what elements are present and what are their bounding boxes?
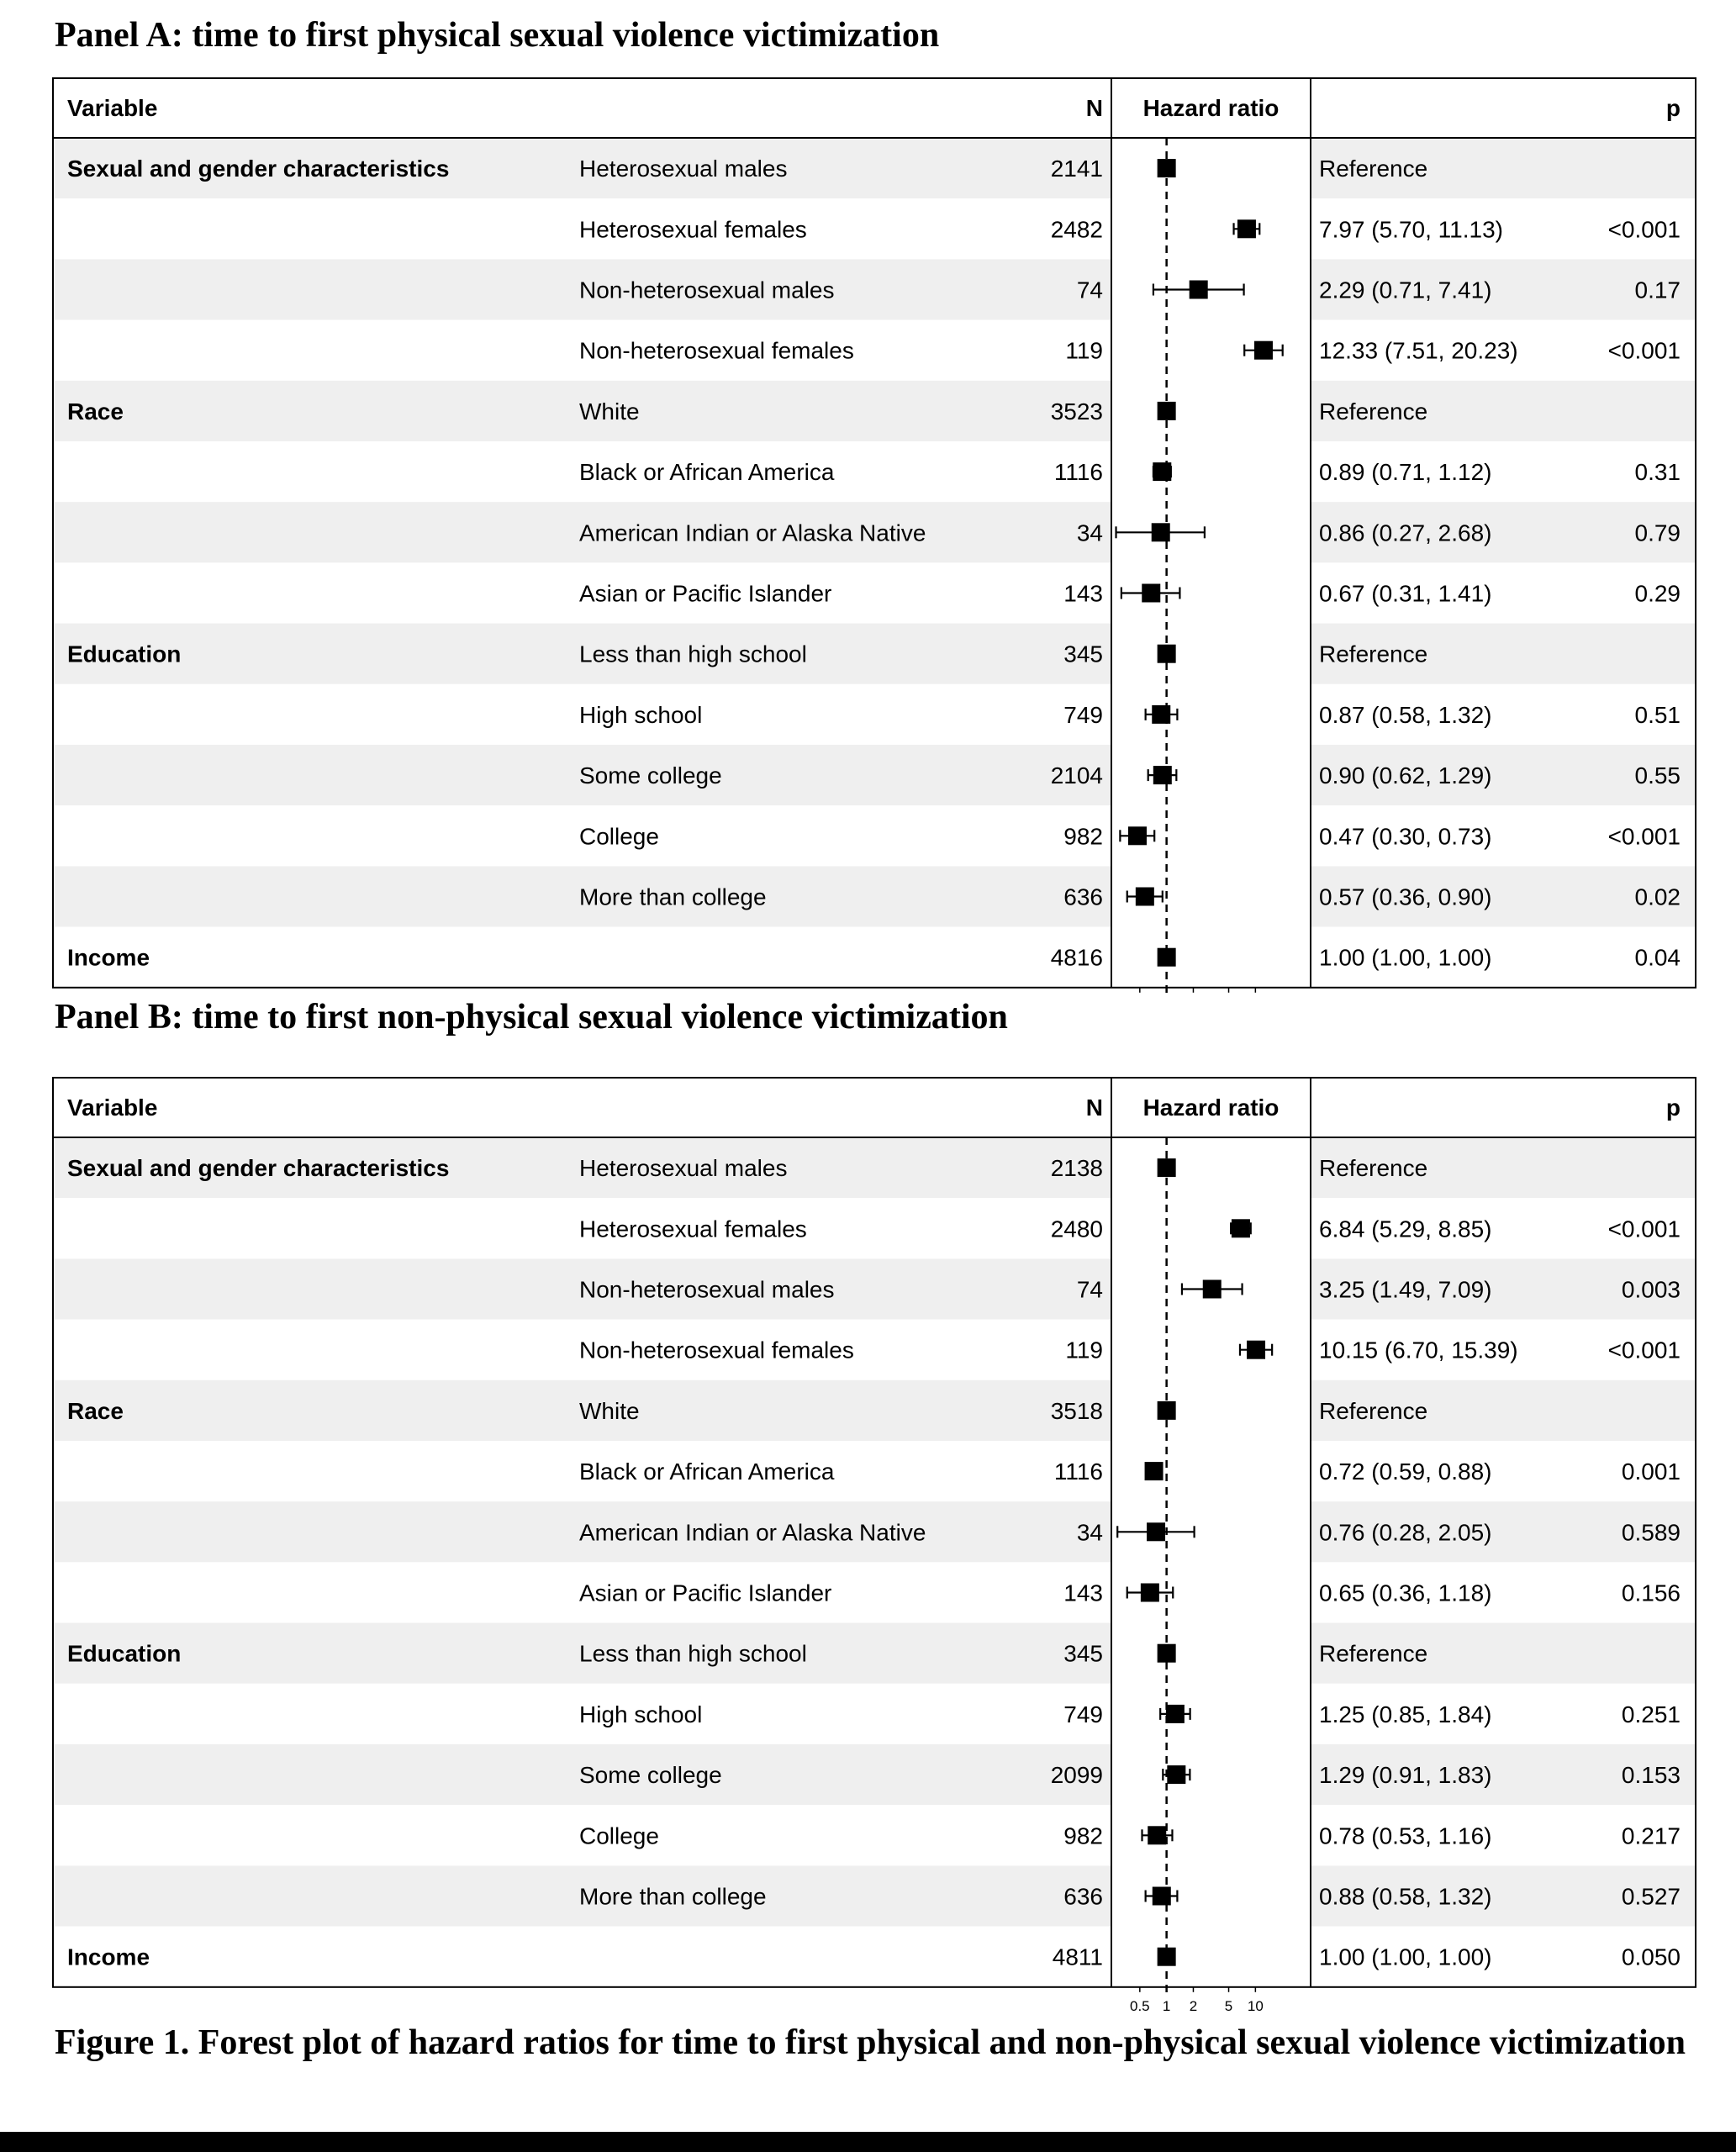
row-n-value: 34 bbox=[1076, 1519, 1103, 1546]
row-hr-ci-text: 1.25 (0.85, 1.84) bbox=[1319, 1701, 1492, 1727]
row-level-label: Heterosexual females bbox=[579, 216, 807, 243]
row-p-value: 0.003 bbox=[1621, 1276, 1681, 1303]
row-hr-ci-text: 0.72 (0.59, 0.88) bbox=[1319, 1458, 1492, 1485]
x-axis-tick-label: 10 bbox=[1247, 1997, 1264, 2014]
table-row-bg bbox=[52, 1623, 1696, 1684]
row-hr-ci-text: 0.65 (0.36, 1.18) bbox=[1319, 1580, 1492, 1606]
row-p-value: 0.29 bbox=[1634, 580, 1681, 607]
x-axis-tick-label: 1 bbox=[1162, 1997, 1171, 2014]
hazard-ratio-point bbox=[1158, 1401, 1176, 1420]
hazard-ratio-point bbox=[1128, 826, 1147, 845]
hazard-ratio-point bbox=[1153, 766, 1172, 784]
hazard-ratio-point bbox=[1145, 1462, 1163, 1480]
panel-b-title: Panel B: time to first non-physical sexual violence victimization bbox=[55, 998, 1008, 1036]
hazard-ratio-point bbox=[1148, 1826, 1166, 1844]
panel-a-forest-table bbox=[52, 77, 1696, 1002]
hazard-ratio-point bbox=[1141, 1584, 1159, 1602]
row-p-value: 0.217 bbox=[1621, 1822, 1681, 1849]
row-group-label: Sexual and gender characteristics bbox=[67, 156, 450, 182]
hazard-ratio-point bbox=[1158, 402, 1176, 420]
panel-b-forest-svg bbox=[52, 1077, 1696, 2027]
panel-a-forest-svg bbox=[52, 77, 1696, 1002]
hazard-ratio-point bbox=[1237, 219, 1256, 238]
header-variable: Variable bbox=[67, 95, 158, 121]
row-n-value: 2099 bbox=[1050, 1762, 1103, 1789]
row-level-label: American Indian or Alaska Native bbox=[579, 1519, 926, 1546]
row-p-value: 0.156 bbox=[1621, 1580, 1681, 1606]
row-hr-ci-text: 0.57 (0.36, 0.90) bbox=[1319, 883, 1492, 910]
row-p-value: 0.55 bbox=[1634, 762, 1681, 789]
row-level-label: Heterosexual males bbox=[579, 1155, 788, 1182]
row-level-label: Non-heterosexual males bbox=[579, 1276, 835, 1303]
row-hr-ci-text: 1.29 (0.91, 1.83) bbox=[1319, 1762, 1492, 1789]
row-level-label: Heterosexual females bbox=[579, 1216, 807, 1242]
row-n-value: 345 bbox=[1063, 1640, 1103, 1667]
row-level-label: Black or African America bbox=[579, 1458, 835, 1485]
plot-area-bg bbox=[1111, 138, 1311, 988]
row-n-value: 3518 bbox=[1050, 1397, 1103, 1424]
row-group-label: Education bbox=[67, 1640, 182, 1667]
hazard-ratio-point bbox=[1158, 645, 1176, 663]
row-p-value: <0.001 bbox=[1607, 1337, 1681, 1363]
header-hazard-ratio: Hazard ratio bbox=[1142, 95, 1280, 121]
row-level-label: Heterosexual males bbox=[579, 156, 788, 182]
row-p-value: 0.31 bbox=[1634, 459, 1681, 486]
header-p: p bbox=[1665, 95, 1681, 121]
row-hr-ci-text: Reference bbox=[1319, 641, 1428, 667]
row-hr-ci-text: 6.84 (5.29, 8.85) bbox=[1319, 1216, 1492, 1242]
row-hr-ci-text: 0.87 (0.58, 1.32) bbox=[1319, 701, 1492, 728]
row-hr-ci-text: 0.67 (0.31, 1.41) bbox=[1319, 580, 1492, 607]
row-p-value: 0.04 bbox=[1634, 944, 1681, 971]
hazard-ratio-point bbox=[1190, 281, 1208, 299]
row-n-value: 119 bbox=[1065, 337, 1103, 364]
hazard-ratio-point bbox=[1247, 1341, 1265, 1359]
row-level-label: College bbox=[579, 823, 659, 850]
hazard-ratio-point bbox=[1152, 705, 1170, 724]
row-n-value: 74 bbox=[1076, 277, 1103, 303]
row-level-label: More than college bbox=[579, 883, 767, 910]
table-row-bg bbox=[52, 624, 1696, 684]
row-hr-ci-text: 2.29 (0.71, 7.41) bbox=[1319, 277, 1492, 303]
x-axis-tick-label: 5 bbox=[1224, 1997, 1233, 2014]
row-p-value: 0.51 bbox=[1634, 701, 1681, 728]
row-level-label: American Indian or Alaska Native bbox=[579, 520, 926, 546]
row-n-value: 2141 bbox=[1050, 156, 1103, 182]
row-n-value: 143 bbox=[1063, 580, 1103, 607]
row-hr-ci-text: 0.47 (0.30, 0.73) bbox=[1319, 823, 1492, 850]
hazard-ratio-point bbox=[1147, 1522, 1165, 1541]
row-hr-ci-text: 0.89 (0.71, 1.12) bbox=[1319, 459, 1492, 486]
row-n-value: 982 bbox=[1063, 1822, 1103, 1849]
row-p-value: 0.153 bbox=[1621, 1762, 1681, 1789]
row-n-value: 3523 bbox=[1050, 398, 1103, 425]
row-level-label: Less than high school bbox=[579, 1640, 807, 1667]
row-n-value: 4816 bbox=[1050, 944, 1103, 971]
row-p-value: 0.050 bbox=[1621, 1944, 1681, 1970]
row-level-label: College bbox=[579, 1822, 659, 1849]
row-n-value: 749 bbox=[1063, 701, 1103, 728]
row-p-value: 0.001 bbox=[1621, 1458, 1681, 1485]
row-hr-ci-text: 0.86 (0.27, 2.68) bbox=[1319, 520, 1492, 546]
row-hr-ci-text: Reference bbox=[1319, 1155, 1428, 1182]
header-hazard-ratio: Hazard ratio bbox=[1142, 1094, 1280, 1121]
row-n-value: 1116 bbox=[1053, 459, 1103, 486]
x-axis-tick-label: 2 bbox=[1189, 1997, 1198, 2014]
hazard-ratio-point bbox=[1153, 462, 1171, 481]
row-hr-ci-text: 10.15 (6.70, 15.39) bbox=[1319, 1337, 1518, 1363]
table-row-bg bbox=[52, 381, 1696, 441]
row-hr-ci-text: 0.78 (0.53, 1.16) bbox=[1319, 1822, 1492, 1849]
row-n-value: 34 bbox=[1076, 520, 1103, 546]
hazard-ratio-point bbox=[1153, 1887, 1171, 1906]
row-n-value: 636 bbox=[1063, 1883, 1103, 1910]
row-hr-ci-text: Reference bbox=[1319, 1397, 1428, 1424]
row-n-value: 2480 bbox=[1050, 1216, 1103, 1242]
row-n-value: 2482 bbox=[1050, 216, 1103, 243]
hazard-ratio-point bbox=[1158, 1948, 1176, 1966]
row-hr-ci-text: 1.00 (1.00, 1.00) bbox=[1319, 944, 1492, 971]
row-n-value: 4811 bbox=[1052, 1944, 1103, 1970]
row-hr-ci-text: 0.90 (0.62, 1.29) bbox=[1319, 762, 1492, 789]
row-group-label: Race bbox=[67, 398, 124, 425]
hazard-ratio-point bbox=[1152, 523, 1170, 541]
row-p-value: 0.527 bbox=[1621, 1883, 1681, 1910]
row-hr-ci-text: 7.97 (5.70, 11.13) bbox=[1319, 216, 1503, 243]
row-p-value: 0.79 bbox=[1634, 520, 1681, 546]
row-level-label: White bbox=[579, 398, 640, 425]
row-group-label: Income bbox=[67, 944, 150, 971]
bottom-border bbox=[0, 2132, 1736, 2152]
row-hr-ci-text: 12.33 (7.51, 20.23) bbox=[1319, 337, 1518, 364]
header-n: N bbox=[1085, 95, 1103, 121]
row-level-label: High school bbox=[579, 701, 703, 728]
hazard-ratio-point bbox=[1254, 341, 1273, 360]
panel-b-forest-table bbox=[52, 1077, 1696, 2027]
row-level-label: Some college bbox=[579, 1762, 722, 1789]
hazard-ratio-point bbox=[1158, 1644, 1176, 1663]
row-level-label: Non-heterosexual females bbox=[579, 1337, 854, 1363]
hazard-ratio-point bbox=[1167, 1765, 1185, 1784]
table-row-bg bbox=[52, 1380, 1696, 1441]
row-level-label: High school bbox=[579, 1701, 703, 1727]
row-level-label: Some college bbox=[579, 762, 722, 789]
row-level-label: Asian or Pacific Islander bbox=[579, 580, 832, 607]
hazard-ratio-point bbox=[1232, 1219, 1250, 1237]
row-p-value: 0.251 bbox=[1621, 1701, 1681, 1727]
row-level-label: Black or African America bbox=[579, 459, 835, 486]
hazard-ratio-point bbox=[1158, 948, 1176, 967]
row-p-value: 0.589 bbox=[1621, 1519, 1681, 1546]
hazard-ratio-point bbox=[1158, 1158, 1176, 1177]
header-variable: Variable bbox=[67, 1094, 158, 1121]
plot-area-bg bbox=[1111, 1137, 1311, 1987]
row-n-value: 2104 bbox=[1050, 762, 1103, 789]
row-n-value: 749 bbox=[1063, 1701, 1103, 1727]
row-p-value: <0.001 bbox=[1607, 337, 1681, 364]
row-n-value: 982 bbox=[1063, 823, 1103, 850]
row-p-value: 0.02 bbox=[1634, 883, 1681, 910]
row-n-value: 1116 bbox=[1053, 1458, 1103, 1485]
row-n-value: 345 bbox=[1063, 641, 1103, 667]
row-level-label: Less than high school bbox=[579, 641, 807, 667]
row-p-value: <0.001 bbox=[1607, 1216, 1681, 1242]
row-level-label: Non-heterosexual males bbox=[579, 277, 835, 303]
figure-caption: Figure 1. Forest plot of hazard ratios for time to first physical and non-physical sexual violence victimization bbox=[55, 2023, 1686, 2062]
hazard-ratio-point bbox=[1203, 1280, 1222, 1299]
row-p-value: <0.001 bbox=[1607, 823, 1681, 850]
hazard-ratio-point bbox=[1142, 584, 1160, 603]
panel-a-title: Panel A: time to first physical sexual violence victimization bbox=[55, 16, 940, 55]
row-hr-ci-text: Reference bbox=[1319, 398, 1428, 425]
row-p-value: <0.001 bbox=[1607, 216, 1681, 243]
row-hr-ci-text: 0.88 (0.58, 1.32) bbox=[1319, 1883, 1492, 1910]
row-n-value: 119 bbox=[1065, 1337, 1103, 1363]
hazard-ratio-point bbox=[1166, 1705, 1185, 1723]
row-level-label: Asian or Pacific Islander bbox=[579, 1580, 832, 1606]
header-n: N bbox=[1085, 1094, 1103, 1121]
row-n-value: 636 bbox=[1063, 883, 1103, 910]
row-n-value: 2138 bbox=[1050, 1155, 1103, 1182]
row-hr-ci-text: 0.76 (0.28, 2.05) bbox=[1319, 1519, 1492, 1546]
row-level-label: More than college bbox=[579, 1883, 767, 1910]
row-n-value: 143 bbox=[1063, 1580, 1103, 1606]
row-group-label: Race bbox=[67, 1397, 124, 1424]
row-n-value: 74 bbox=[1076, 1276, 1103, 1303]
row-group-label: Education bbox=[67, 641, 182, 667]
row-group-label: Income bbox=[67, 1944, 150, 1970]
row-hr-ci-text: Reference bbox=[1319, 156, 1428, 182]
row-level-label: White bbox=[579, 1397, 640, 1424]
row-level-label: Non-heterosexual females bbox=[579, 337, 854, 364]
x-axis-tick-label: 0.5 bbox=[1130, 1997, 1150, 2014]
row-group-label: Sexual and gender characteristics bbox=[67, 1155, 450, 1182]
hazard-ratio-point bbox=[1158, 159, 1176, 177]
row-hr-ci-text: Reference bbox=[1319, 1640, 1428, 1667]
row-p-value: 0.17 bbox=[1634, 277, 1681, 303]
header-p: p bbox=[1665, 1094, 1681, 1121]
hazard-ratio-point bbox=[1136, 888, 1154, 906]
row-hr-ci-text: 1.00 (1.00, 1.00) bbox=[1319, 1944, 1492, 1970]
row-hr-ci-text: 3.25 (1.49, 7.09) bbox=[1319, 1276, 1492, 1303]
